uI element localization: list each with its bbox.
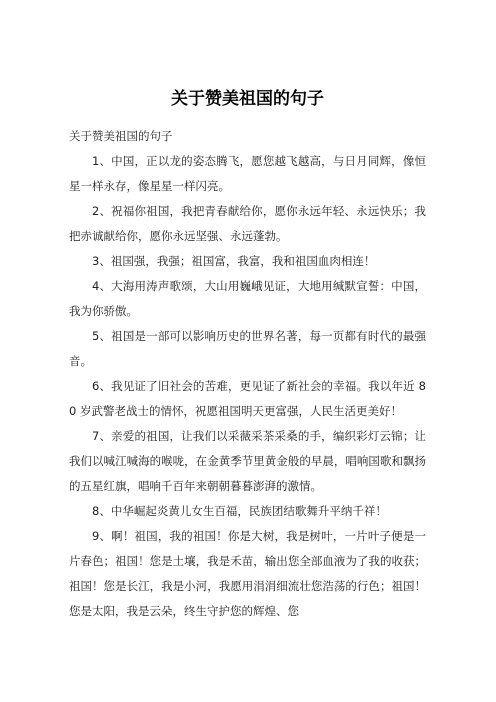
document-subtitle: 关于赞美祖国的句子 bbox=[69, 129, 173, 143]
paragraph-9: 9、啊！祖国，我的祖国！你是大树，我是树叶，一片叶子便是一片春色；祖国！您是土壤，我是禾苗，输出您全部血液为了我的收获；祖国！您是长江，我是小河，我愿用涓涓细流壮您浩荡的行色；祖国！您是太阳，我是云朵，终生守护您的辉煌、您 bbox=[69, 529, 426, 618]
paragraph-1: 1、中国，正以龙的姿态腾飞，愿您越飞越高，与日月同辉，像恒星一样永存，像星星一样闪亮。 bbox=[69, 154, 426, 193]
paragraph-6: 6、我见证了旧社会的苦难，更见证了新社会的幸福。我以年近 80 岁武警老战士的情怀，祝愿祖国明天更富强，人民生活更美好！ bbox=[69, 379, 426, 418]
paragraph-8: 8、中华崛起炎黄儿女生百福，民族团结歌舞升平纳千祥！ bbox=[92, 504, 387, 518]
paragraph-3: 3、祖国强，我强；祖国富，我富，我和祖国血肉相连！ bbox=[92, 254, 376, 268]
paragraph-2: 2、祝福你祖国，我把青春献给你，愿你永远年轻、永远快乐；我把赤诚献给你，愿你永远坚强、永远蓬勃。 bbox=[69, 204, 426, 243]
document-title: 关于赞美祖国的句子 bbox=[171, 89, 324, 109]
paragraph-4: 4、大海用涛声歌颂，大山用巍峨见证，大地用缄默宣誓：中国，我为你骄傲。 bbox=[69, 279, 426, 318]
paragraph-7: 7、亲爱的祖国，让我们以采薇采茶采桑的手，编织彩灯云锦；让我们以喊江喊海的喉咙，在金黄季节里黄金般的早晨，唱响国歌和飘扬的五星红旗，唱响千百年来朝朝暮暮澎湃的激情。 bbox=[69, 429, 426, 493]
paragraph-5: 5、祖国是一部可以影响历史的世界名著，每一页都有时代的最强音。 bbox=[69, 329, 426, 368]
